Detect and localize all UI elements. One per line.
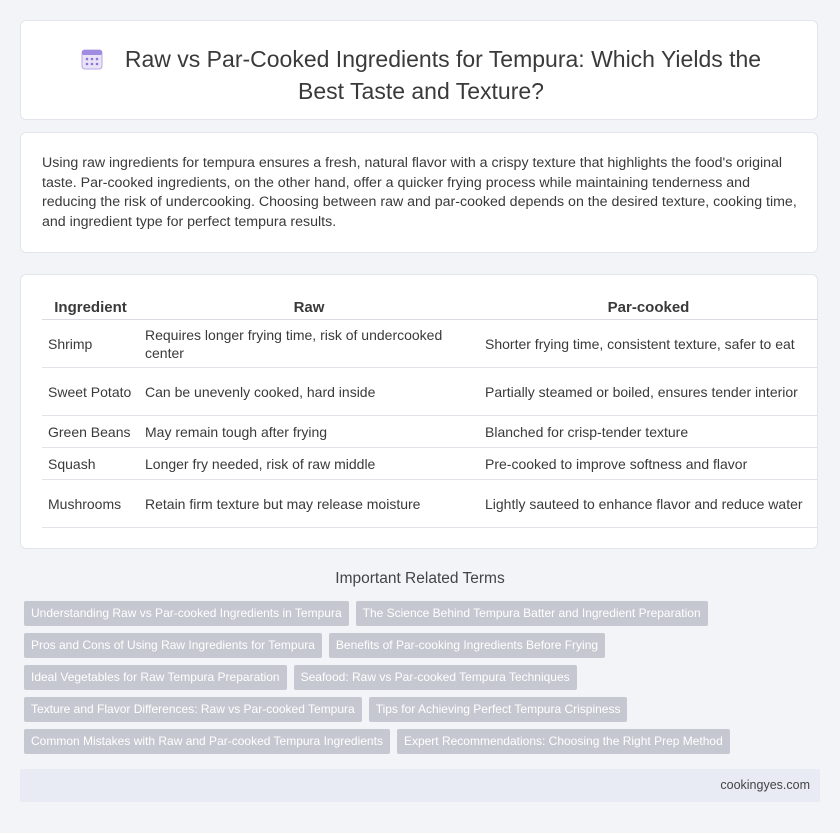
table-row (42, 368, 818, 416)
intro-text: Using raw ingredients for tempura ensures a fresh, natural flavor with a crispy texture that highlights the food's original taste. Par-cooked ingredients, on the other hand, offer a quicker frying process while maintaining tenderness and reducing the risk of undercooking. Choosing between raw and par-cooked depends on the desired texture, cooking time, and ingredient type for perfect tempura results. (42, 155, 797, 230)
page-title-wrap (71, 45, 771, 106)
par-cooked-cell: Lightly sauteed to enhance flavor and reduce water (479, 480, 818, 528)
comparison-table (42, 295, 818, 528)
ingredient-cell: Mushrooms (42, 480, 139, 528)
header-raw: Raw (139, 295, 479, 320)
par-cooked-cell: Shorter frying time, consistent texture, safer to eat (479, 320, 818, 368)
related-tag[interactable]: Expert Recommendations: Choosing the Right Prep Method (397, 729, 730, 754)
par-cooked-cell: Pre-cooked to improve softness and flavor (479, 448, 818, 480)
related-tag[interactable]: Benefits of Par-cooking Ingredients Before Frying (329, 633, 605, 658)
header-par-cooked: Par-cooked (479, 295, 818, 320)
table-row (42, 416, 818, 448)
footer-site-link[interactable]: cookingyes.com (720, 778, 810, 792)
calendar-icon (81, 48, 103, 77)
ingredient-cell: Shrimp (42, 320, 139, 368)
related-terms-title: Important Related Terms (335, 570, 505, 587)
related-tag[interactable]: Texture and Flavor Differences: Raw vs Par-cooked Tempura (24, 697, 362, 722)
header-ingredient: Ingredient (42, 295, 139, 320)
related-tag[interactable]: The Science Behind Tempura Batter and Ingredient Preparation (356, 601, 708, 626)
related-tag[interactable]: Tips for Achieving Perfect Tempura Crispiness (369, 697, 628, 722)
ingredient-cell: Squash (42, 448, 139, 480)
related-tag[interactable]: Ideal Vegetables for Raw Tempura Preparation (24, 665, 287, 690)
table-header-row (42, 295, 818, 320)
header-card (20, 20, 818, 120)
page-title: Raw vs Par-Cooked Ingredients for Tempura: Which Yields the Best Taste and Texture? (124, 46, 762, 104)
footer (20, 769, 820, 802)
par-cooked-cell: Blanched for crisp-tender texture (479, 416, 818, 448)
related-tag[interactable]: Understanding Raw vs Par-cooked Ingredients in Tempura (24, 601, 349, 626)
related-tag[interactable]: Common Mistakes with Raw and Par-cooked Tempura Ingredients (24, 729, 390, 754)
table-row (42, 320, 818, 368)
comparison-table-card (20, 274, 818, 549)
related-tags (24, 601, 824, 761)
par-cooked-cell: Partially steamed or boiled, ensures tender interior (479, 368, 818, 416)
related-tag[interactable]: Seafood: Raw vs Par-cooked Tempura Techniques (294, 665, 577, 690)
related-tag[interactable]: Pros and Cons of Using Raw Ingredients for Tempura (24, 633, 322, 658)
ingredient-cell: Green Beans (42, 416, 139, 448)
table-row (42, 448, 818, 480)
ingredient-cell: Sweet Potato (42, 368, 139, 416)
table-row (42, 480, 818, 528)
raw-cell: Can be unevenly cooked, hard inside (139, 368, 479, 416)
raw-cell: Longer fry needed, risk of raw middle (139, 448, 479, 480)
raw-cell: May remain tough after frying (139, 416, 479, 448)
raw-cell: Requires longer frying time, risk of undercooked center (139, 320, 479, 368)
raw-cell: Retain firm texture but may release moisture (139, 480, 479, 528)
intro-card (20, 132, 818, 253)
